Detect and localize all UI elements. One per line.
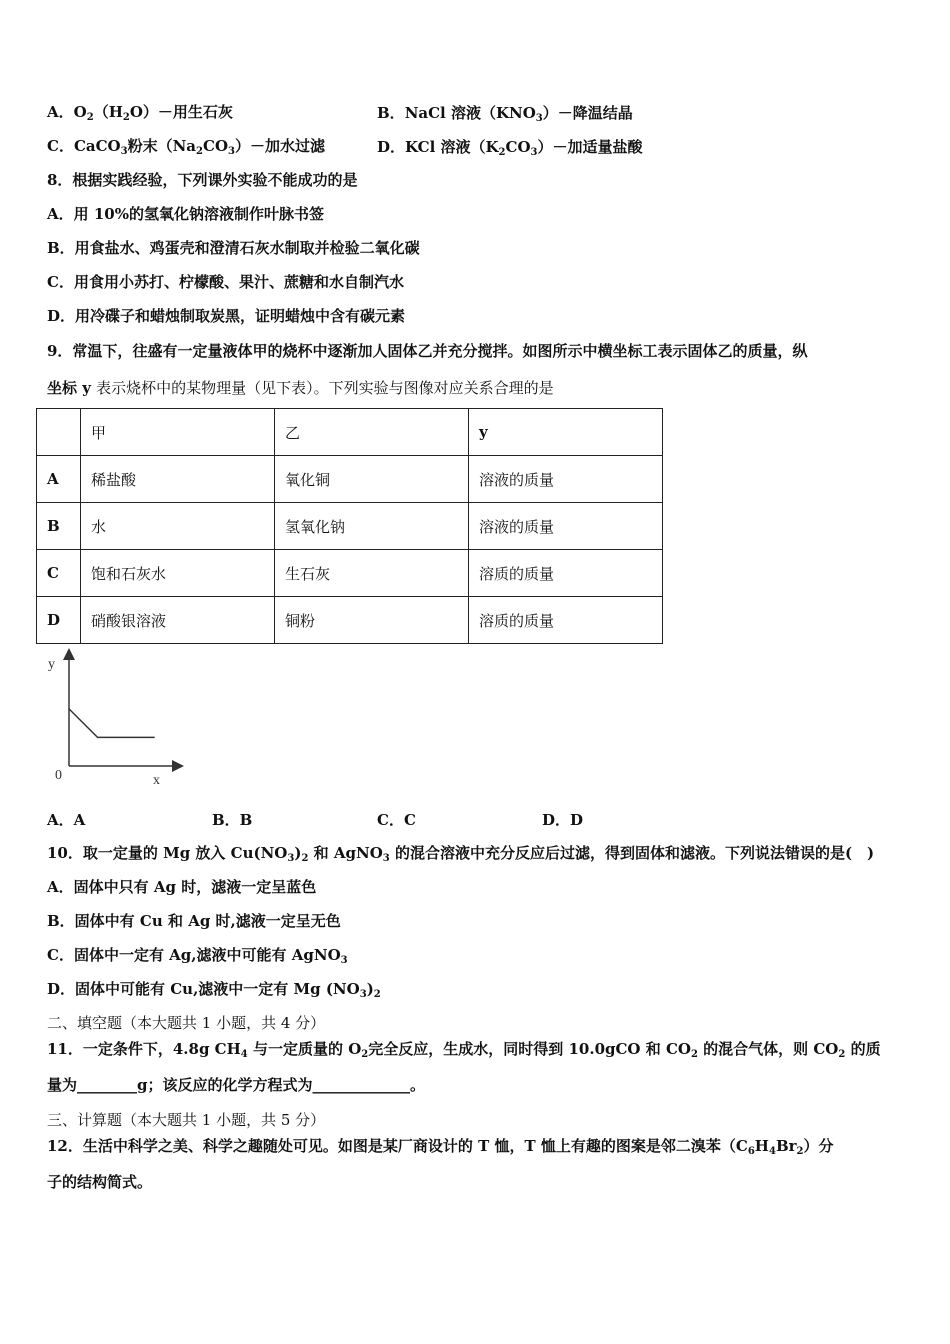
table-cell: 溶质的质量 — [469, 550, 663, 597]
q11-stem-line2: 量为________g；该反应的化学方程式为_____________。 — [47, 1076, 425, 1094]
section-calc-heading: 三、计算题（本大题共 1 小题，共 5 分） — [47, 1111, 326, 1129]
table-cell: 溶液的质量 — [469, 503, 663, 550]
q10-stem: 10．取一定量的 Mg 放入 $Cu(NO_3)_2$ 和 AgNO$_3$ 的混合溶液中充分反应后过滤，得到固体和滤液。下列说法错误的是( ) — [47, 844, 875, 864]
q8-option-b: B．用食盐水、鸡蛋壳和澄清石灰水制取并检验二氧化碳 — [47, 239, 420, 257]
q8-option-c: C．用食用小苏打、柠檬酸、果汁、蔗糖和水自制汽水 — [47, 273, 404, 291]
q7-option-b: B．NaCl 溶液$(KNO_3)-$降温结晶 — [377, 104, 633, 124]
table-cell: B — [37, 503, 81, 550]
q10-option-b: B．固体中有 Cu 和 Ag 时,滤液一定呈无色 — [47, 912, 341, 930]
table-cell: 生石灰 — [275, 550, 469, 597]
q8-stem: 8．根据实践经验，下列课外实验不能成功的是 — [47, 171, 358, 189]
y-axis-label: y — [48, 657, 55, 672]
table-cell: C — [37, 550, 81, 597]
q7-option-a: A．$O_2(H_2O)-$用生石灰 — [47, 103, 233, 123]
q7-option-d: D．KCl 溶液$(K_2CO_3)-$加适量盐酸 — [377, 138, 643, 158]
q10-option-c: C．固体中一定有 Ag,滤液中可能有 AgNO$_3$ — [47, 946, 348, 966]
q9-answer-c: C．C — [377, 811, 416, 829]
table-cell: D — [37, 597, 81, 644]
q10-option-a: A．固体中只有 Ag 时，滤液一定呈蓝色 — [47, 878, 317, 896]
table-cell: 氢氧化钠 — [275, 503, 469, 550]
table-cell: A — [37, 456, 81, 503]
table-cell: 铜粉 — [275, 597, 469, 644]
table-cell: 氧化铜 — [275, 456, 469, 503]
table-row — [37, 503, 663, 550]
q12-stem-line2: 子的结构简式。 — [47, 1173, 153, 1191]
origin-label: 0 — [55, 768, 62, 783]
table-cell: 水 — [81, 503, 275, 550]
q8-option-a: A．用 10%的氢氧化钠溶液制作叶脉书签 — [47, 205, 324, 223]
table-cell: 稀盐酸 — [81, 456, 275, 503]
table-header-cell — [37, 409, 81, 456]
section-fill-in-heading: 二、填空题（本大题共 1 小题，共 4 分） — [47, 1014, 326, 1032]
series-line — [69, 709, 155, 738]
q9-stem-line1: 9．常温下，往盛有一定量液体甲的烧杯中逐渐加人固体乙并充分搅拌。如图所示中横坐标工表示固体乙的质量，纵 — [47, 342, 808, 360]
table-cell: 饱和石灰水 — [81, 550, 275, 597]
q9-answer-b: B．B — [212, 811, 253, 829]
q12-stem-line1: 12．生活中科学之美、科学之趣随处可见。如图是某厂商设计的 T 恤，T 恤上有趣的图案是邻二溴苯$(C_6H_4Br_2)$分 — [47, 1137, 834, 1157]
q10-option-d: D．固体中可能有 Cu,滤液中一定有 Mg $(NO_3)_2$ — [47, 980, 381, 1000]
table-header-cell: 乙 — [275, 409, 469, 456]
table-row — [37, 550, 663, 597]
table-row — [37, 456, 663, 503]
q9-stem-line2: 坐标 y 表示烧杯中的某物理量（见下表）。下列实验与图像对应关系合理的是 — [47, 379, 554, 397]
table-cell: 硝酸银溶液 — [81, 597, 275, 644]
q9-table — [36, 408, 663, 644]
table-row — [37, 597, 663, 644]
table-cell: 溶质的质量 — [469, 597, 663, 644]
q11-stem-line1: 11．一定条件下，4.8g $CH_4$ 与一定质量的 $O_2$完全反应，生成水，同时得到 10.0gCO 和 $CO_2$ 的混合气体，则 $CO_2$ 的质 — [47, 1040, 881, 1060]
q8-option-d: D．用冷碟子和蜡烛制取炭黑，证明蜡烛中含有碳元素 — [47, 307, 406, 325]
table-header-cell: y — [469, 409, 663, 456]
q9-answer-d: D．D — [542, 811, 584, 829]
q7-option-c: C．CaCO$_3$粉末$(Na_2CO_3)-$加水过滤 — [47, 137, 325, 157]
q9-answer-a: A．A — [47, 811, 86, 829]
table-header-cell: 甲 — [81, 409, 275, 456]
x-axis-label: x — [153, 773, 160, 788]
q9-graph — [40, 648, 190, 790]
table-cell: 溶液的质量 — [469, 456, 663, 503]
table-header-row — [37, 409, 663, 456]
